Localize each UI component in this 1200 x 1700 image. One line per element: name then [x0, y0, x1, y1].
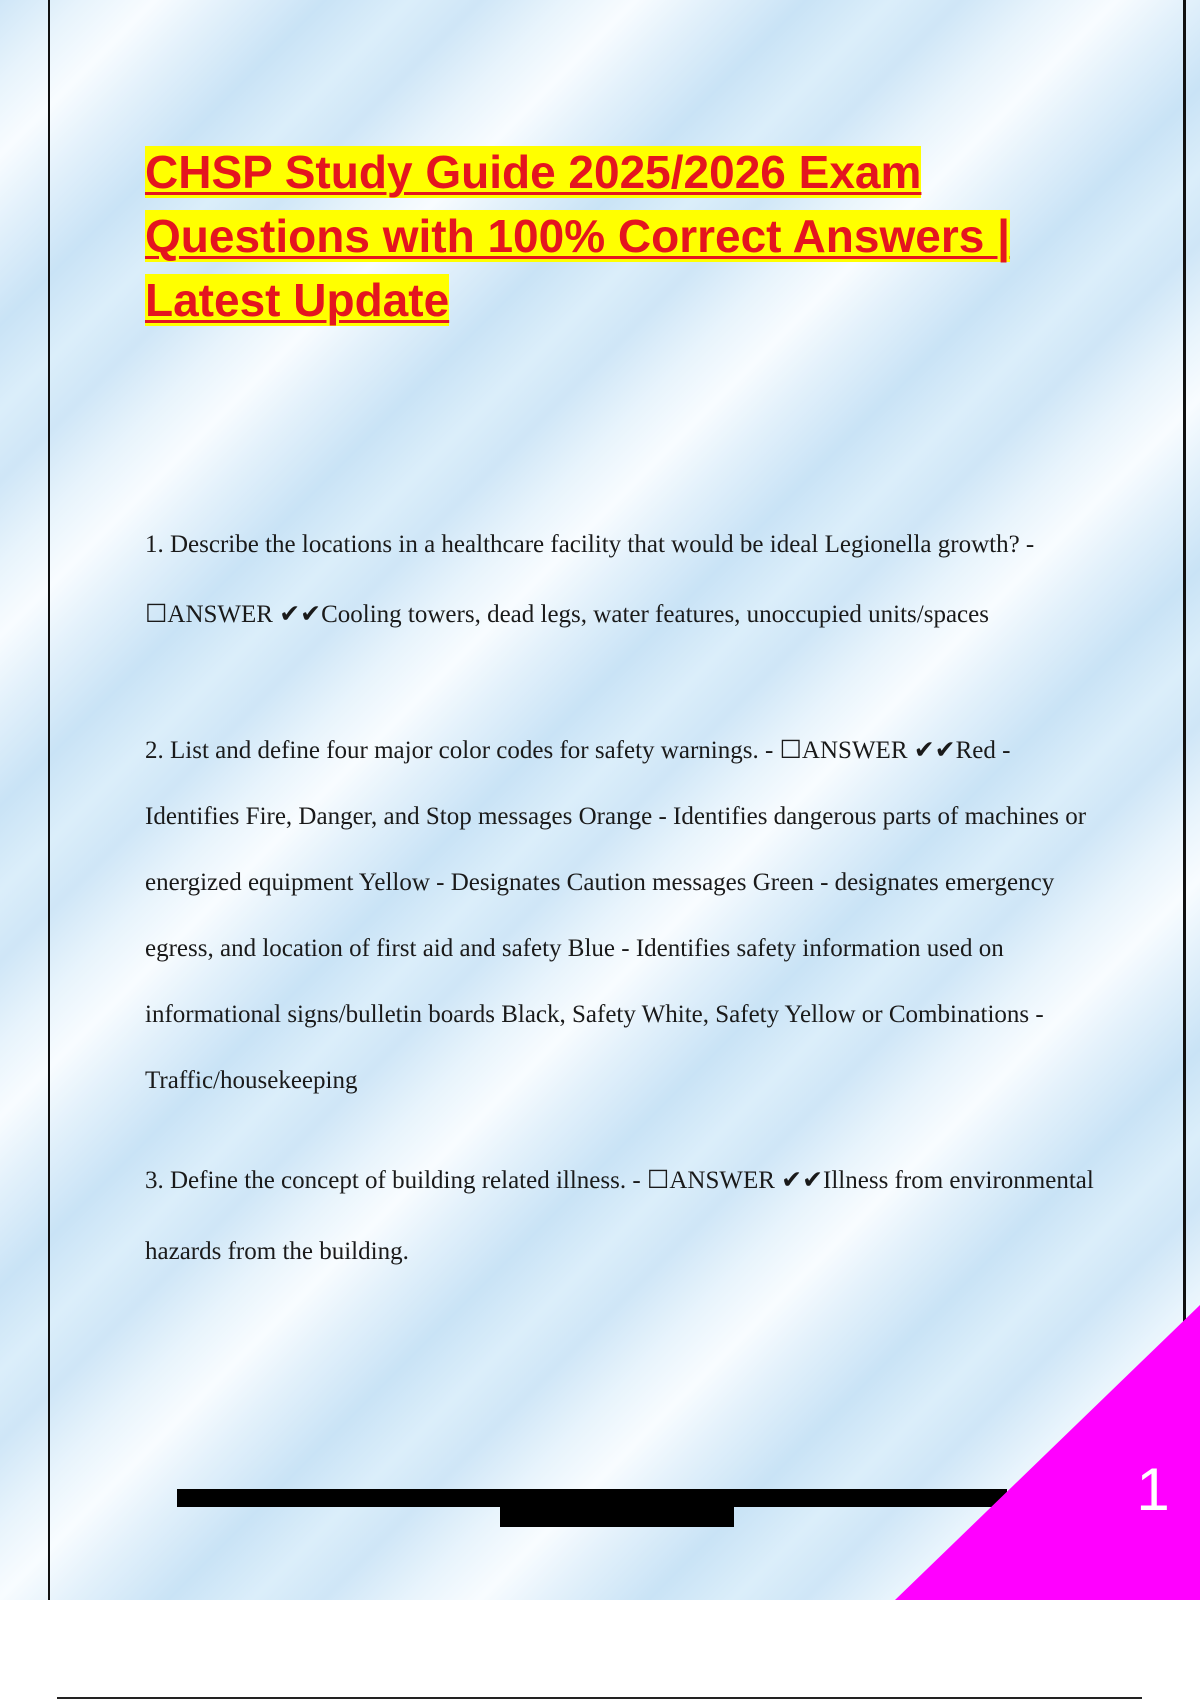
question-3: 3. Define the concept of building related illness. - ☐ANSWER ✔✔Illness from environmental hazards from the building.: [145, 1167, 1094, 1265]
page-corner-triangle: [895, 1305, 1200, 1600]
document-title-text: CHSP Study Guide 2025/2026 Exam Questions with 100% Correct Answers | Latest Update: [145, 146, 1010, 326]
page-number: 1: [1136, 1456, 1170, 1523]
next-page-rule: [57, 1697, 1142, 1699]
page-border-left: [48, 0, 50, 1600]
document-title: [145, 140, 1085, 332]
question-2: 2. List and define four major color codes for safety warnings. - ☐ANSWER ✔✔Red - Identifies Fire, Danger, and Stop messages Orange - Identifies dangerous parts of machines or energized equipment Yellow - Designates Caution messages Green - designates emergency egress, and location of first aid and safety Blue - Identifies safety information used on informational signs/bulletin boards Black, Safety White, Safety Yellow or Combinations - Traffic/housekeeping: [145, 737, 1087, 1094]
question-1: 1. Describe the locations in a healthcare facility that would be ideal Legionella growth? - ☐ANSWER ✔✔Cooling towers, dead legs, water features, unoccupied units/spaces: [145, 531, 1035, 628]
footer-tab: [500, 1500, 734, 1527]
